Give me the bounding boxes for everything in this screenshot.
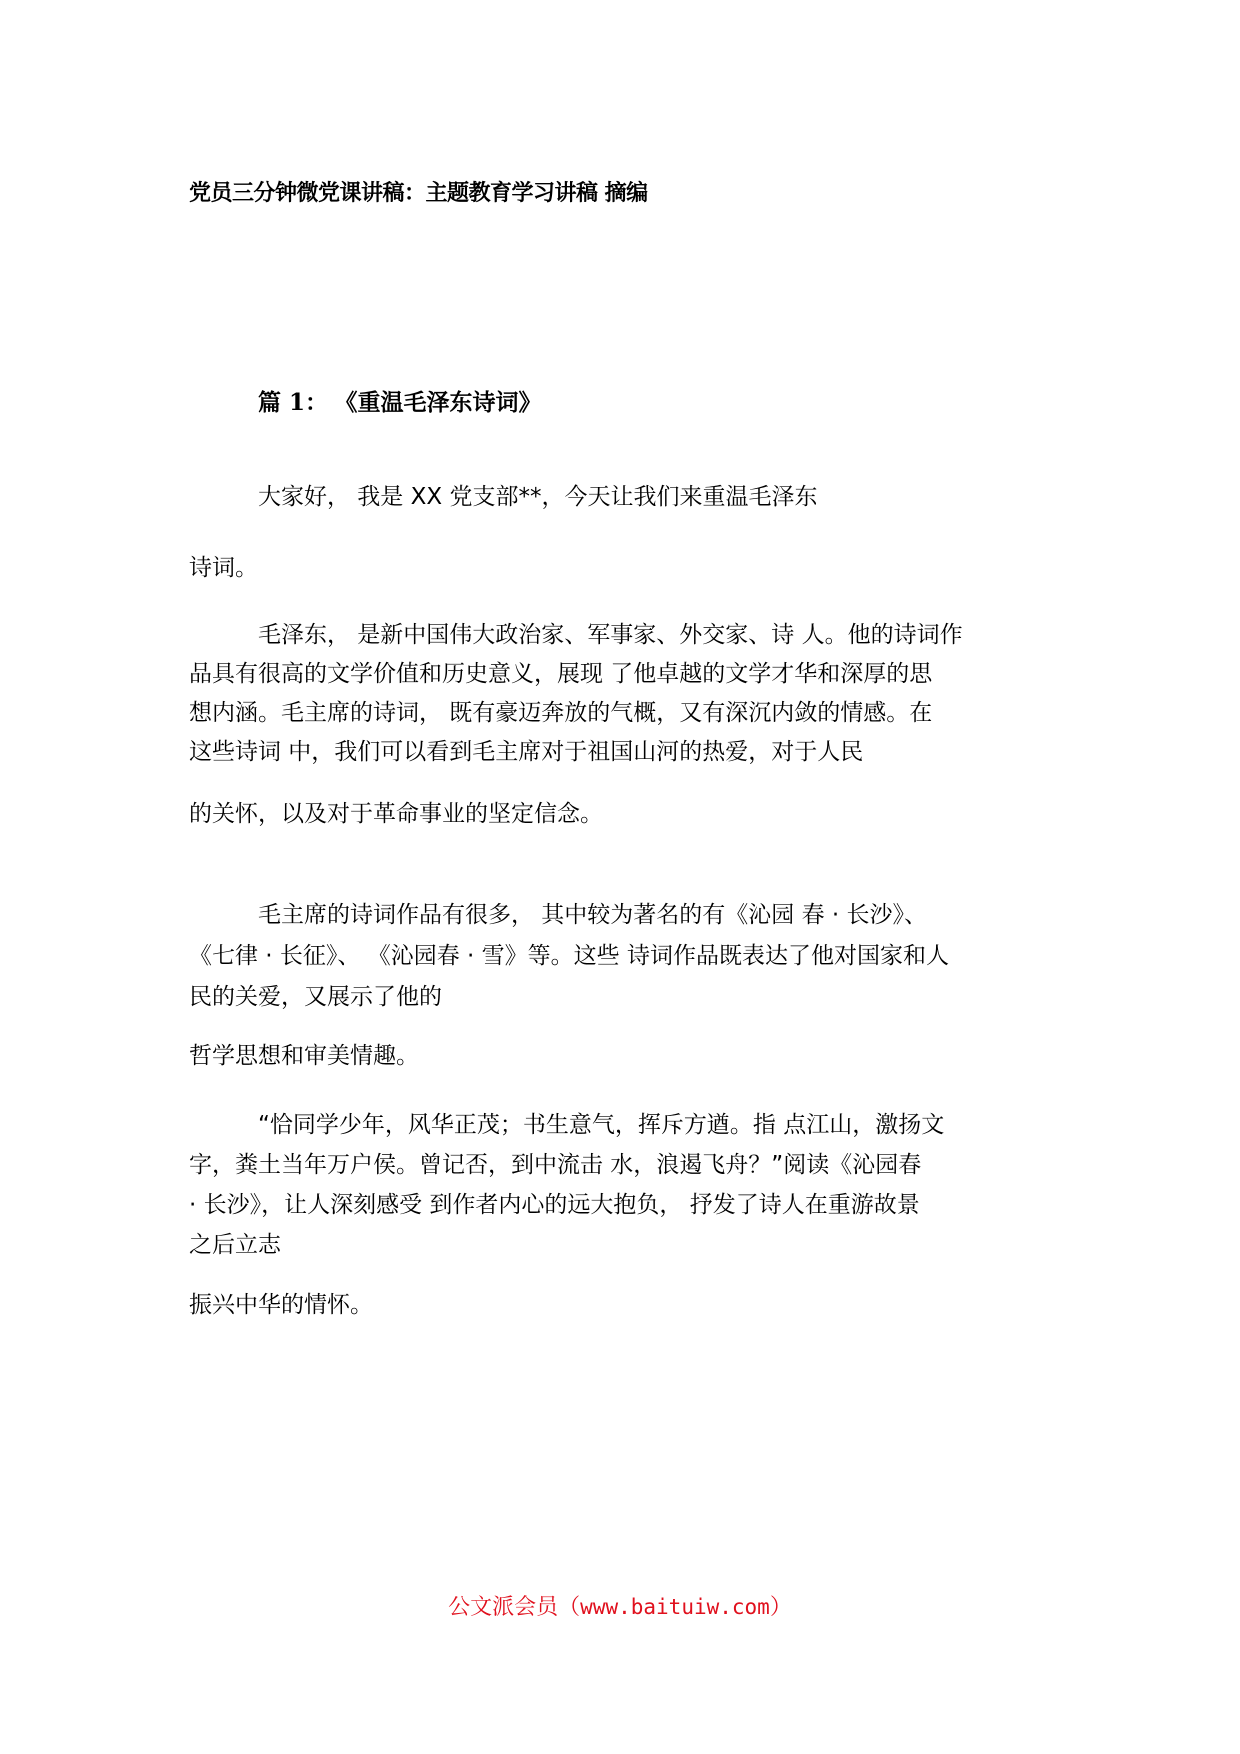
paragraph-4-line-1: “恰同学少年，风华正茂；书生意气，挥斥方遒。指 点江山，激扬文 (258, 1112, 945, 1138)
paragraph-4-line-2: 字，粪土当年万户侯。曾记否，到中流击 水，浪遏飞舟？”阅读《沁园春 (189, 1152, 922, 1178)
footer-url-link[interactable]: www.baituiw.com (580, 1595, 770, 1619)
paragraph-2-line-5: 的关怀，以及对于革命事业的坚定信念。 (189, 801, 603, 827)
paragraph-3-line-1: 毛主席的诗词作品有很多， 其中较为著名的有《沁园 春 · 长沙》、 (258, 902, 928, 928)
section-heading (258, 384, 542, 417)
paragraph-2-line-1: 毛泽东， 是新中国伟大政治家、军事家、外交家、诗 人。他的诗词作 (258, 622, 963, 648)
paragraph-4-line-5: 振兴中华的情怀。 (189, 1292, 373, 1318)
footer-close: ） (769, 1595, 792, 1620)
paragraph-1-line-1: 大家好， 我是 XX 党支部**，今天让我们来重温毛泽东 (258, 484, 818, 510)
section-number: 篇 1： (258, 389, 329, 416)
document-title: 党员三分钟微党课讲稿：主题教育学习讲稿 摘编 (189, 181, 648, 206)
paragraph-3-line-3: 民的关爱，又展示了他的 (189, 984, 442, 1010)
section-title: 《重温毛泽东诗词》 (346, 390, 542, 416)
paragraph-4-line-4: 之后立志 (189, 1232, 281, 1258)
paragraph-2-line-2: 品具有很高的文学价值和历史意义，展现 了他卓越的文学才华和深厚的思 (189, 661, 933, 687)
paragraph-2-line-3: 想内涵。毛主席的诗词， 既有豪迈奔放的气概，又有深沉内敛的情感。在 (189, 700, 933, 726)
footer-note (0, 1590, 1240, 1621)
footer-label: 公文派会员（ (448, 1595, 581, 1620)
paragraph-3-line-2: 《七律 · 长征》、 《沁园春 · 雪》等。这些 诗词作品既表达了他对国家和人 (189, 943, 949, 969)
paragraph-3-line-4: 哲学思想和审美情趣。 (189, 1043, 419, 1069)
paragraph-2-line-4: 这些诗词 中，我们可以看到毛主席对于祖国山河的热爱，对于人民 (189, 739, 864, 765)
paragraph-4-line-3: · 长沙》，让人深刻感受 到作者内心的远大抱负， 抒发了诗人在重游故景 (189, 1192, 920, 1218)
paragraph-1-line-2: 诗词。 (189, 555, 258, 581)
